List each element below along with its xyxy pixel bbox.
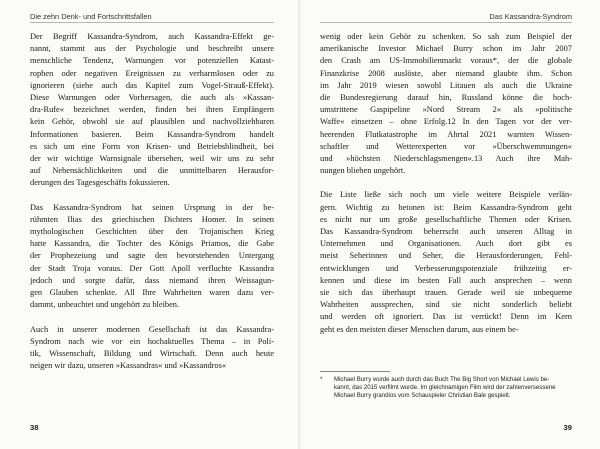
footnote-line: Michael Burry grandios vom Schauspieler Christian Bale gespielt. [334, 392, 511, 400]
text-line: Diese Warnungen oder Vorhersagen, die auch als »Kassan- [30, 92, 274, 102]
text-line: kennen und diese im besten Fall auch ansprechen – wenn [320, 275, 572, 285]
footnote [320, 376, 572, 401]
footnote-marker: * [320, 376, 323, 383]
text-line: der Prophezeiung und sagte den bevorstehenden Untergang [30, 251, 274, 261]
text-line: Wahrheiten aussprechen, sind sie nicht sonderlich beliebt [320, 300, 572, 310]
text-line: der wir wichtige Warnsignale übersehen, weil wir uns zu sehr [30, 153, 274, 163]
page-number-left: 38 [30, 423, 39, 432]
text-line: Waffe« einsetzen – ohne Erfolg.12 In den Tagen vor der ver- [320, 117, 572, 127]
text-line: Unternehmen und Organisationen. Auch dort gibt es [320, 239, 572, 249]
text-line: Die Liste ließe sich noch um viele weitere Beispiele verlän- [320, 190, 572, 200]
text-line: sie sich das überhaupt trauen. Gerade weil sie unbequeme [320, 287, 572, 297]
text-line: es nicht nur um große gesellschaftliche Themen oder Krisen. [320, 214, 572, 224]
header-rule-left [30, 22, 274, 23]
text-line: und werden oft ignoriert. Das ist verrückt! Denn im Kern [320, 312, 572, 322]
running-header-left: Die zehn Denk- und Fortschrittsfallen [30, 12, 152, 21]
text-line: Der Begriff Kassandra-Syndrom, auch Kassandra-Effekt ge- [30, 32, 274, 41]
text-line: nungen blieben ungehört. [320, 166, 406, 176]
footnote-line: Michael Burry wurde auch durch das Buch The Big Short von Michael Lewis be- [334, 376, 550, 383]
text-line: der Stadt Troja voraus. Der Gott Apoll verfluchte Kassandra [30, 263, 274, 273]
text-line: jedoch und sorgte dafür, dass niemand ihren Weissagun- [30, 275, 274, 285]
text-line: wenig oder kein Gehör zu schenken. So sah zum Beispiel der [320, 32, 572, 41]
text-line: und »höchsten Niederschlagsmengen«.13 Auch ihre Mah- [320, 153, 572, 163]
text-line: den Crash am US-Immobilienmarkt voraus*, der die globale [320, 56, 572, 66]
paragraph-gap [320, 177, 572, 189]
left-page-body [30, 31, 274, 372]
text-line: Das Kassandra-Syndrom beherrscht auch unseren Alltag in [320, 227, 572, 236]
text-line: meist Seherinnen und Seher, die Herausforderungen, Fehl- [320, 251, 572, 261]
text-line: neigen wir dazu, unseren »Kassandras« und »Kassandros« [30, 361, 227, 371]
text-line: amerikanische Investor Michael Burry schon im Jahr 2007 [320, 44, 572, 54]
text-line: dammt, unbeachtet und ungehört zu bleiben. [30, 300, 180, 310]
text-line: im Jahr 2019 wiesen sowohl Litauen als auch die Ukraine [320, 80, 572, 90]
text-line: mythologischen Geschichten über den Trojanischen Krieg [30, 227, 274, 236]
text-line: tik, Wissenschaft, Bildung und Wirtschaft. Denn auch heute [30, 348, 274, 358]
text-line: Syndrom nach wie vor ein hochaktuelles Thema – in Poli- [30, 336, 274, 346]
text-line: rühmten Ilias des griechischen Dichters Homer. In seinen [30, 214, 274, 224]
text-line: geht es den meisten dieser Menschen darum, aus einem be- [320, 324, 519, 334]
footnote-text [334, 376, 572, 401]
text-line: gern. Wichtig zu betonen ist: Beim Kassandra-Syndrom geht [320, 202, 572, 212]
right-page [300, 0, 600, 449]
paragraph-gap [30, 189, 274, 201]
right-page-body [320, 31, 572, 336]
text-line: heerenden Flutkatastrophe im Ahrtal 2021 warnten Wissen- [320, 129, 572, 139]
paragraph-gap [30, 311, 274, 323]
footnote-rule [320, 371, 390, 372]
text-line: umstrittene Gaspipeline »Nord Stream 2« als »politische [320, 105, 572, 115]
text-line: menschliche Tendenz, Warnungen vor potenziellen Katast- [30, 56, 274, 66]
text-line: hatte Kassandra, die Tochter des Königs Priamos, die Gabe [30, 239, 274, 249]
text-line: es sich um eine Form von Krisen- und Betriebsblindheit, bei [30, 141, 274, 151]
text-line: nannt, stammt aus der Psychologie und beschreibt unsere [30, 44, 274, 54]
header-rule-right [320, 22, 572, 23]
text-line: ignorieren (siehe auch das Kapitel zum Vogel-Strauß-Effekt). [30, 80, 274, 90]
text-line: derungen des Tagesgeschäfts fokussieren. [30, 178, 170, 188]
text-line: Auch in unserer modernen Gesellschaft ist das Kassandra- [30, 324, 274, 334]
text-line: schaftler und Wetterexperten vor »Überschwemmungen« [320, 141, 572, 151]
text-line: kein Gehör, obwohl sie auf plausiblen und nachvollziehbaren [30, 117, 274, 127]
text-line: gen Glauben schenkte. All Ihre Wahrheiten waren dazu ver- [30, 287, 274, 297]
page-number-right: 39 [563, 423, 572, 432]
text-line: Finanzkrise 2008 auslöste, aber niemand glaubte ihm. Schon [320, 68, 572, 78]
text-line: Das Kassandra-Syndrom hat seinen Ursprung in der be- [30, 202, 274, 212]
text-line: auf Nebensächlichkeiten und die unmittelbaren Herausfor- [30, 166, 274, 176]
text-line: entwicklungen und Verbesserungspotenziale frühzeitig er- [320, 263, 572, 273]
footnote-line: kannt, das 2015 verfilmt wurde. Im gleichnamigen Film wird der zahlenversessene [334, 384, 556, 392]
text-line: rophen oder negativen Ereignissen zu verharmlosen oder zu [30, 68, 274, 78]
text-line: dra-Rufe« bezeichnet werden, finden bei ihren Empfängern [30, 105, 274, 115]
text-line: die Bundesregierung darauf hin, Russland könne die hoch- [320, 92, 572, 102]
running-header-right: Das Kassandra-Syndrom [489, 12, 572, 21]
text-line: Informationen basieren. Beim Kassandra-Syndrom handelt [30, 129, 274, 139]
